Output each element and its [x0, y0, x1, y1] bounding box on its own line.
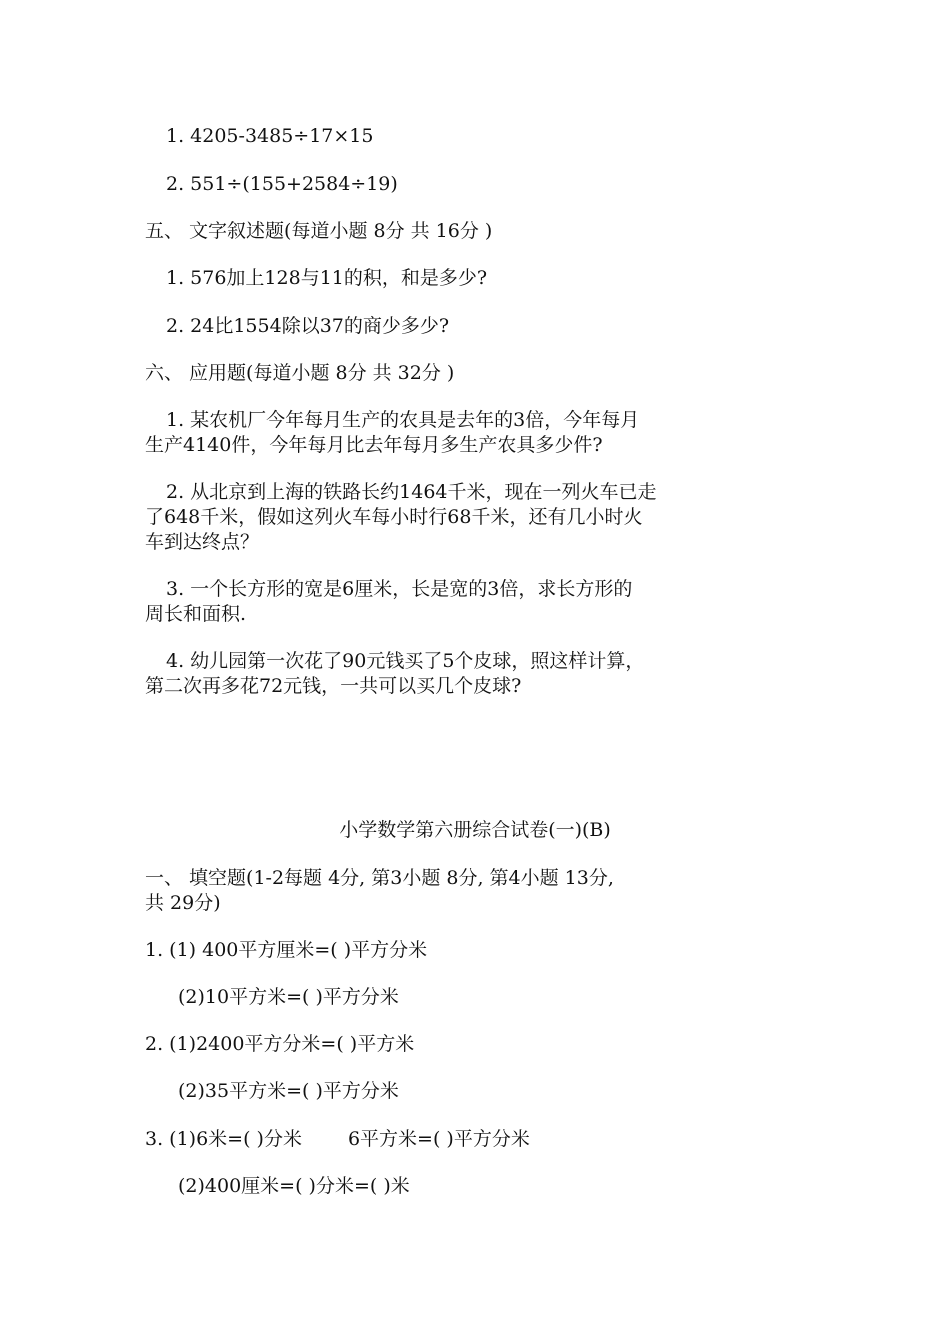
fill-q3-part2: (2)400厘米=( )分米=( )米 — [178, 1175, 410, 1197]
word-problem-1: 1. 576加上128与11的积，和是多少? — [166, 267, 488, 289]
app-problem-1-line1: 1. 某农机厂今年每月生产的农具是去年的3倍，今年每月 — [166, 409, 640, 431]
fill-q3-part1b: 6平方米=( )平方分米 — [347, 1128, 530, 1150]
app-problem-1-line2: 生产4140件，今年每月比去年每月多生产农具多少件? — [145, 434, 603, 456]
fill-q1-part2: (2)10平方米=( )平方分米 — [178, 986, 399, 1008]
word-problem-2: 2. 24比1554除以37的商少多少? — [166, 315, 450, 337]
app-problem-2-line3: 车到达终点？ — [145, 531, 260, 553]
fill-q2-part2: (2)35平方米=( )平方分米 — [178, 1080, 399, 1102]
fill-q3-part1 — [145, 1127, 530, 1151]
app-problem-2-line1: 2. 从北京到上海的铁路长约1464千米，现在一列火车已走 — [166, 481, 657, 503]
fill-blank-heading-line2: 共 29分) — [145, 892, 221, 914]
fill-blank-heading-line1: 一、 填空题(1-2每题 4分, 第3小题 8分, 第4小题 13分, — [145, 867, 614, 889]
fill-q1-part1: 1. (1) 400平方厘米=( )平方分米 — [145, 939, 428, 961]
app-problem-3-line2: 周长和面积. — [145, 603, 247, 625]
section6-heading: 六、 应用题(每道小题 8分 共 32分 ) — [145, 362, 455, 384]
app-problem-3-line1: 3. 一个长方形的宽是6厘米，长是宽的3倍，求长方形的 — [166, 578, 633, 600]
app-problem-4-line1: 4. 幼儿园第一次花了90元钱买了5个皮球，照这样计算， — [166, 650, 645, 672]
calc-item-1: 1. 4205-3485÷17×15 — [166, 125, 374, 147]
section5-heading: 五、 文字叙述题(每道小题 8分 共 16分 ) — [145, 220, 493, 242]
app-problem-2-line2: 了648千米，假如这列火车每小时行68千米，还有几小时火 — [145, 506, 643, 528]
fill-q2-part1: 2. (1)2400平方分米=( )平方米 — [145, 1033, 415, 1055]
exam-title: 小学数学第六册综合试卷(一)(B) — [339, 819, 611, 841]
fill-q3-part1a: 3. (1)6米=( )分米 — [145, 1128, 302, 1150]
app-problem-4-line2: 第二次再多花72元钱，一共可以买几个皮球? — [145, 675, 522, 697]
calc-item-2: 2. 551÷(155+2584÷19) — [166, 173, 398, 195]
